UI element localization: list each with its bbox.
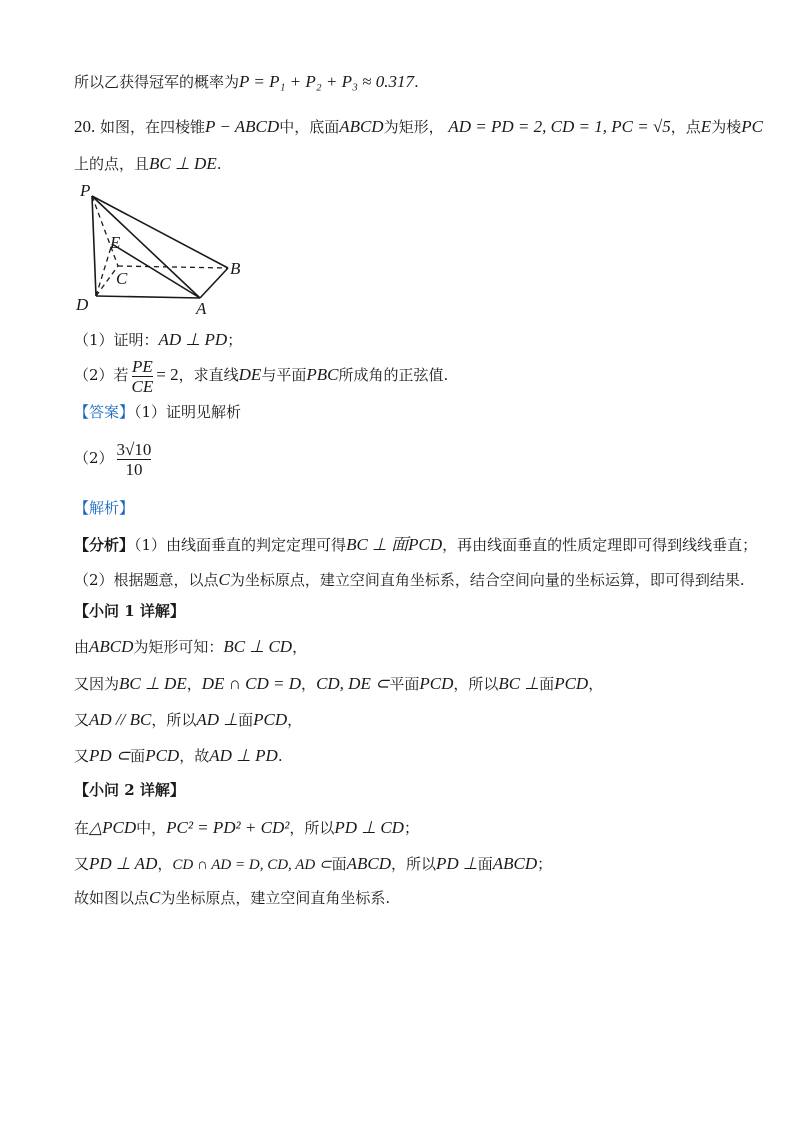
answer-line — [74, 402, 241, 422]
text: 由 — [74, 638, 90, 656]
sub2-line-2 — [74, 854, 552, 875]
text: 为矩形可知： — [133, 638, 224, 656]
text: ， — [157, 855, 173, 873]
math: PD ⊥ CD — [334, 818, 404, 837]
math: CD ∩ AD = D, CD, AD ⊂ — [172, 857, 332, 873]
text: ，所以 — [391, 855, 437, 873]
text: 为棱 — [711, 118, 742, 136]
edge-DA — [96, 296, 200, 298]
pyramid-figure — [60, 178, 260, 318]
answer-2 — [74, 438, 154, 479]
text: . — [413, 73, 419, 91]
label-B: B — [230, 259, 241, 278]
math: PD ⊥ AD — [89, 854, 158, 873]
math: PC² = PD² + CD² — [166, 818, 290, 837]
text: ； — [227, 331, 243, 349]
math: ABCD — [89, 637, 134, 656]
math: BC ⊥ CD — [223, 637, 293, 656]
text: （1）证明见解析 — [134, 403, 242, 421]
label-C: C — [116, 269, 128, 288]
text: （1）证明： — [74, 331, 159, 349]
sub1-line-4 — [74, 746, 283, 766]
text: 又 — [74, 855, 90, 873]
math: ABCD — [346, 854, 391, 873]
text: （2）根据题意，以点 — [74, 571, 219, 589]
text: 面 — [539, 675, 555, 693]
edge-PD — [92, 196, 96, 296]
math: ABCD — [492, 854, 538, 873]
text: 在 — [74, 819, 90, 837]
text: ，所以 — [151, 711, 197, 729]
math: BC ⊥ DE — [149, 154, 217, 173]
math: BC ⊥ 面PCD — [346, 535, 443, 554]
text: 上的点，且 — [74, 155, 150, 173]
edge-PA — [92, 196, 200, 298]
text: . — [216, 155, 222, 173]
text: ， — [186, 675, 202, 693]
question-20-line1 — [74, 117, 763, 137]
text: ，所以 — [453, 675, 499, 693]
math: P − ABCD — [205, 117, 280, 136]
math: AD ⊥ PD — [209, 746, 278, 765]
text: ，所以 — [289, 819, 335, 837]
sub2-line-3 — [74, 888, 390, 908]
sub2-tag: 【小问 2 详解】 — [74, 781, 185, 799]
label-A: A — [196, 299, 207, 318]
label-P: P — [80, 181, 91, 200]
numerator: 3√10 — [116, 439, 152, 459]
text: 中， — [136, 819, 167, 837]
text: 又因为 — [74, 675, 120, 693]
part-2 — [74, 356, 448, 396]
sub1-tag: 【小问 1 详解】 — [74, 602, 185, 620]
math: ABCD — [339, 117, 384, 136]
math: CD, DE ⊂ — [316, 674, 390, 693]
text: 所以乙获得冠军的概率为 — [74, 73, 240, 91]
question-number: 20. — [74, 117, 96, 136]
math: PCD — [554, 674, 589, 693]
math: DE — [238, 365, 262, 384]
sub1-line-2 — [74, 674, 603, 694]
text: 故如图以点 — [74, 889, 150, 907]
math: PCD — [145, 746, 180, 765]
math: AD = PD = 2, CD = 1, PC = √5 — [448, 117, 671, 136]
prob-line — [74, 72, 419, 92]
math: PC — [741, 117, 763, 136]
analysis-line-2 — [74, 570, 745, 590]
text: ，点 — [670, 118, 701, 136]
text: 平面 — [389, 675, 420, 693]
text: 中，底面 — [279, 118, 340, 136]
text: 为坐标原点，建立空间直角坐标系，结合空间向量的坐标运算，即可得到结果. — [229, 571, 745, 589]
math: E — [700, 117, 712, 136]
label-D: D — [76, 295, 89, 314]
edge-AB — [200, 268, 228, 298]
text: 又 — [74, 711, 90, 729]
text: 与平面 — [261, 366, 307, 384]
text: ； — [403, 819, 419, 837]
math: PCD — [253, 710, 288, 729]
edge-CB-hidden — [118, 266, 228, 268]
math: P = P₁ + P₂ + P₃ ≈ 0.317 — [239, 72, 414, 91]
answer-tag: 【答案】 — [74, 403, 135, 421]
analysis-line-1 — [74, 535, 757, 555]
text: . — [277, 747, 283, 765]
sub1-line-3 — [74, 710, 302, 730]
text: 为坐标原点，建立空间直角坐标系. — [160, 889, 391, 907]
math: C — [218, 570, 230, 589]
numerator: PE — [132, 356, 153, 376]
denominator: CE — [131, 376, 154, 396]
text: 面 — [238, 711, 254, 729]
math: PD ⊥ — [436, 854, 478, 873]
section-tag: 【分析】 — [74, 536, 135, 554]
text: ， — [588, 675, 604, 693]
math: BC ⊥ — [498, 674, 540, 693]
math: PCD — [419, 674, 454, 693]
math: AD ⊥ — [196, 710, 239, 729]
label-E: E — [110, 233, 121, 252]
edge-PC-hidden — [92, 196, 118, 266]
math: △PCD — [89, 818, 137, 837]
part-1 — [74, 330, 242, 350]
math: AD // BC — [89, 710, 152, 729]
math: PD ⊂ — [89, 746, 131, 765]
text: 面 — [477, 855, 493, 873]
math: C — [149, 888, 161, 907]
fraction — [132, 357, 154, 396]
text: ， — [287, 711, 303, 729]
math: BC ⊥ DE — [119, 674, 187, 693]
text: 面 — [331, 855, 347, 873]
text: 如图，在四棱锥 — [100, 118, 206, 136]
fraction — [117, 440, 152, 479]
math: AD ⊥ PD — [158, 330, 228, 349]
text: ，再由线面垂直的性质定理即可得到线线垂直； — [442, 536, 758, 554]
question-20-line2 — [74, 154, 222, 174]
edge-DC-hidden — [96, 266, 118, 296]
text: （2）若 — [74, 366, 129, 384]
math: = 2 — [156, 365, 179, 384]
text: 所成角的正弦值. — [338, 366, 449, 384]
text: （1）由线面垂直的判定定理可得 — [134, 536, 347, 554]
analysis-tag: 【解析】 — [74, 499, 135, 517]
text: ； — [537, 855, 553, 873]
sub1-line-1 — [74, 637, 307, 657]
text: 为矩形， — [383, 118, 444, 136]
denominator: 10 — [117, 459, 152, 479]
text: ，求直线 — [178, 366, 239, 384]
text: 又 — [74, 747, 90, 765]
text: （2） — [74, 449, 114, 467]
text: ， — [301, 675, 317, 693]
text: ，故 — [179, 747, 210, 765]
math: DE ∩ CD = D — [201, 674, 302, 693]
text: 面 — [130, 747, 146, 765]
edge-PB — [92, 196, 228, 268]
text: ， — [292, 638, 308, 656]
sub2-line-1 — [74, 818, 419, 838]
math: PBC — [306, 365, 339, 384]
